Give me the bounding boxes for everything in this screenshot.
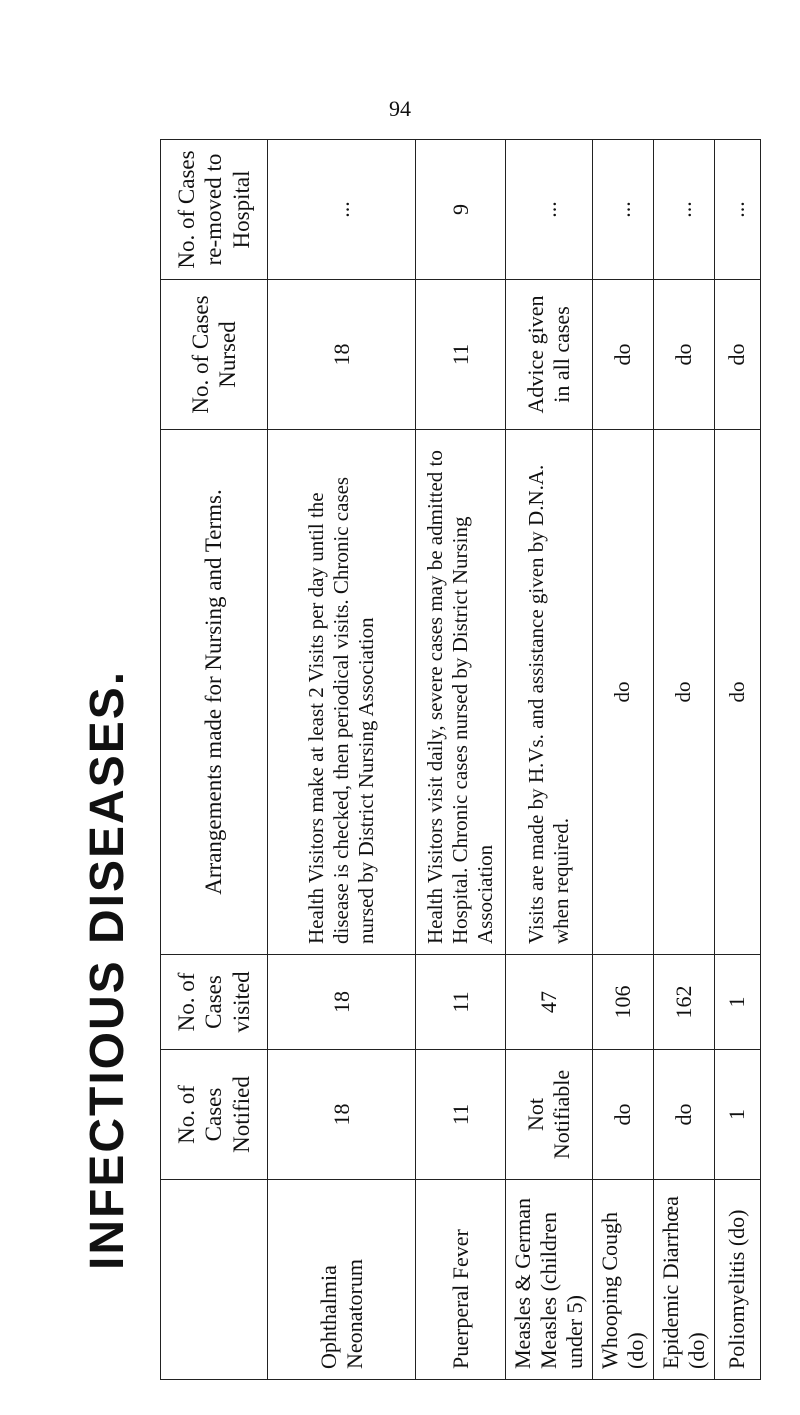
visited-cell: 106 (592, 955, 653, 1050)
nursed-cell: Advice given in all cases (506, 280, 593, 430)
removed-cell: ... (506, 140, 593, 280)
removed-cell: 9 (416, 140, 506, 280)
notified-cell: 1 (714, 1050, 760, 1180)
nursed-cell: do (714, 280, 760, 430)
table-row (416, 140, 506, 1380)
header-disease (161, 1180, 268, 1380)
notified-cell: 18 (268, 1050, 416, 1180)
disease-cell: Epidemic Diarrhœa (do) (653, 1180, 714, 1380)
disease-cell: Poliomyelitis (do) (714, 1180, 760, 1380)
arrangements-cell: Health Visitors make at least 2 Visits per day until the disease is checked, then periodical visits. Chronic cases nursed by District Nursing Association (268, 430, 416, 955)
arrangements-cell: Health Visitors visit daily, severe cases may be admitted to Hospital. Chronic cases nursed by District Nursing Association (416, 430, 506, 955)
disease-cell: Whooping Cough (do) (592, 1180, 653, 1380)
table-row (268, 140, 416, 1380)
visited-cell: 47 (506, 955, 593, 1050)
notified-cell: do (592, 1050, 653, 1180)
page-title: INFECTIOUS DISEASES. (81, 669, 134, 1270)
notified-cell: 11 (416, 1050, 506, 1180)
notified-cell: Not Notifiable (506, 1050, 593, 1180)
table-row (506, 140, 593, 1380)
header-removed: No. of Cases re-moved to Hospital (161, 140, 268, 280)
visited-cell: 18 (268, 955, 416, 1050)
arrangements-cell: do (653, 430, 714, 955)
table-row (592, 140, 653, 1380)
nursed-cell: do (653, 280, 714, 430)
visited-cell: 1 (714, 955, 760, 1050)
disease-cell: Puerperal Fever (416, 1180, 506, 1380)
arrangements-cell: do (714, 430, 760, 955)
nursed-cell: 11 (416, 280, 506, 430)
table-row (714, 140, 760, 1380)
infectious-diseases-table-wrapper (160, 140, 750, 1380)
removed-cell: ... (653, 140, 714, 280)
visited-cell: 162 (653, 955, 714, 1050)
header-row (161, 140, 268, 1380)
visited-cell: 11 (416, 955, 506, 1050)
disease-cell: Measles & German Measles (children under 5) (506, 1180, 593, 1380)
removed-cell: ... (592, 140, 653, 280)
header-notified: No. of Cases Notified (161, 1050, 268, 1180)
notified-cell: do (653, 1050, 714, 1180)
removed-cell: ... (714, 140, 760, 280)
nursed-cell: do (592, 280, 653, 430)
arrangements-cell: do (592, 430, 653, 955)
header-nursed: No. of Cases Nursed (161, 280, 268, 430)
arrangements-cell: Visits are made by H.Vs. and assistance given by D.N.A. when required. (506, 430, 593, 955)
disease-cell: Ophthalmia Neonatorum (268, 1180, 416, 1380)
table-row (653, 140, 714, 1380)
header-visited: No. of Cases visited (161, 955, 268, 1050)
infectious-diseases-table (160, 139, 761, 1380)
nursed-cell: 18 (268, 280, 416, 430)
header-arrangements: Arrangements made for Nursing and Terms. (161, 430, 268, 955)
page-number: 94 (389, 96, 411, 121)
removed-cell: ... (268, 140, 416, 280)
